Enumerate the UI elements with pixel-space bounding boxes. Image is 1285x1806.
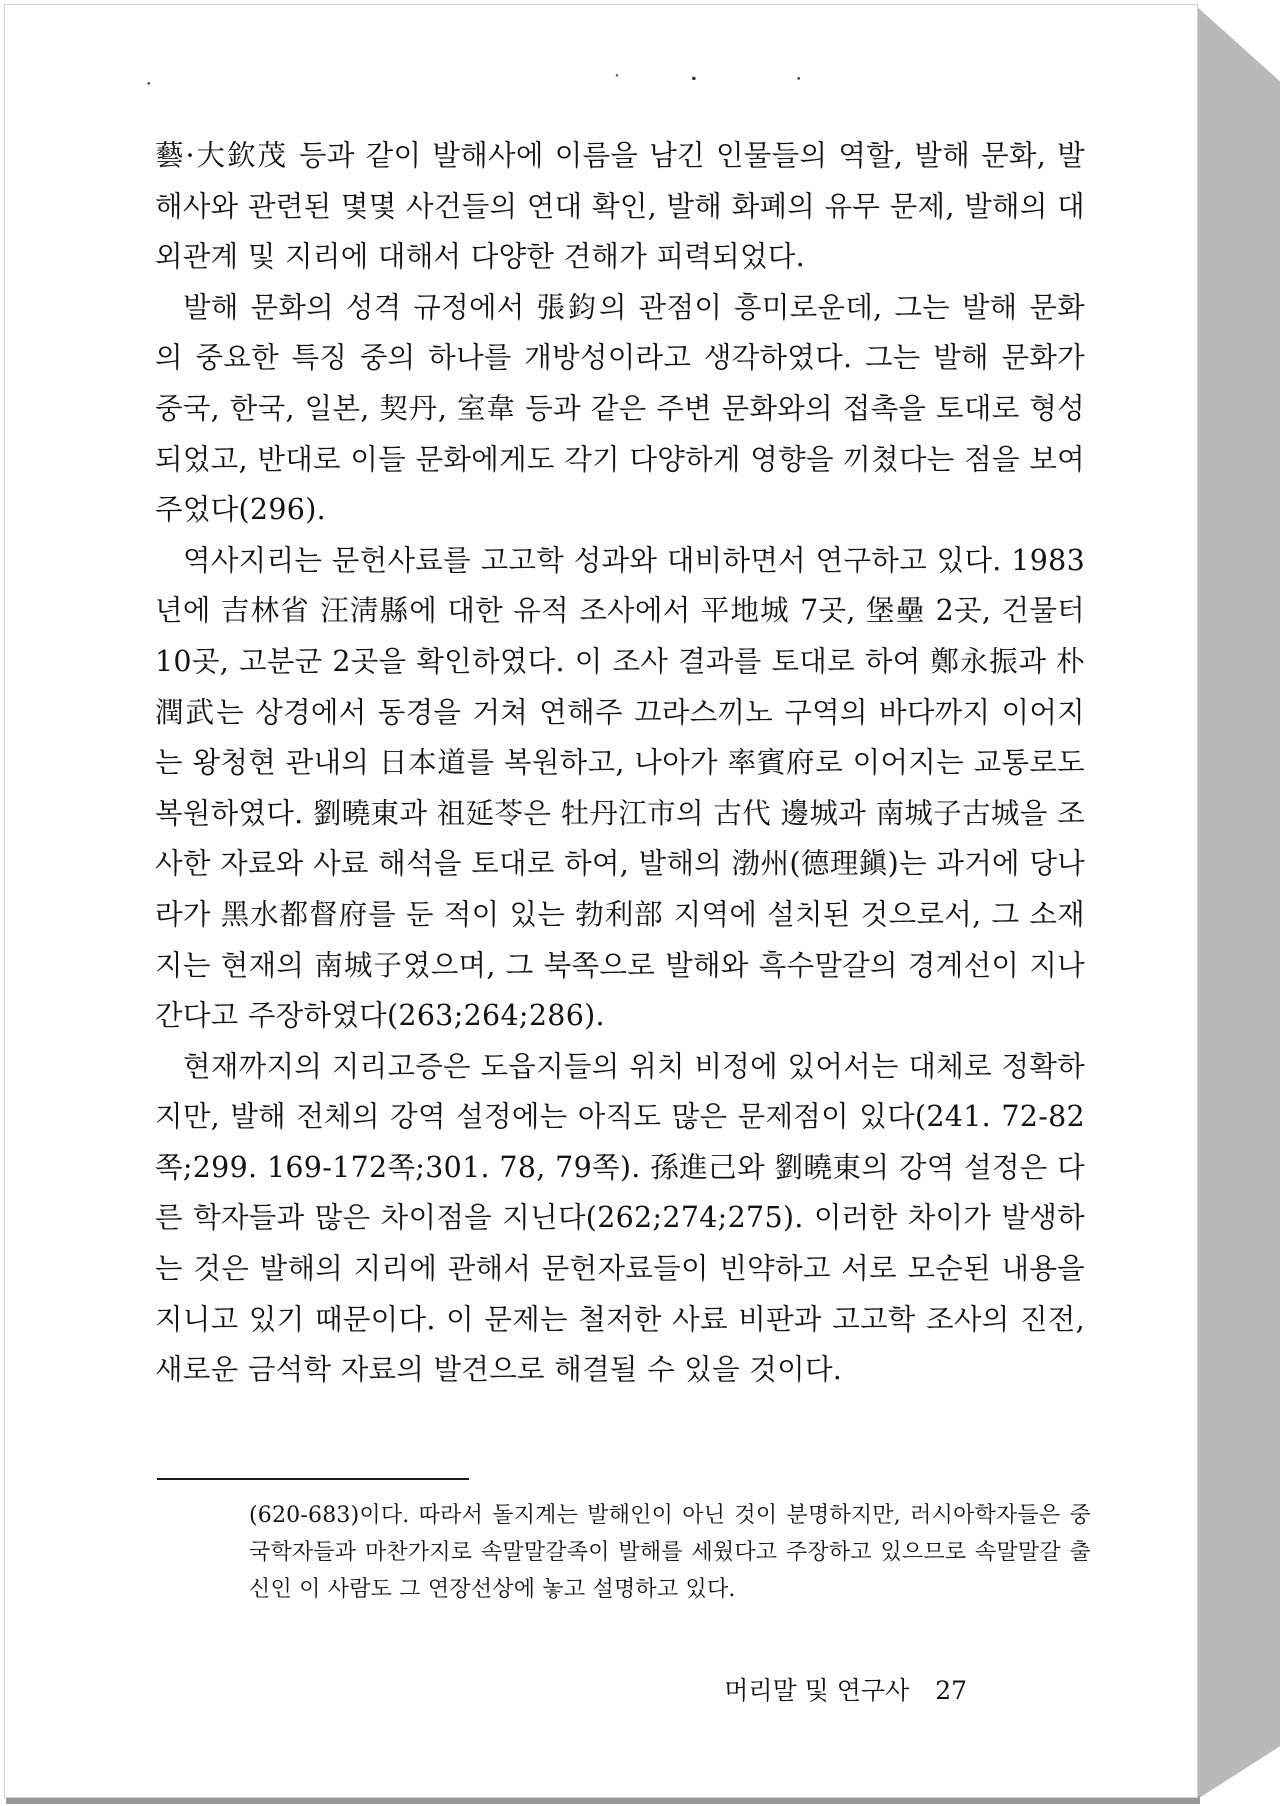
body-text [155,131,1085,1396]
page-edge-right [1196,6,1280,1800]
paragraph-2: 발해 문화의 성격 규정에서 張鈞의 관점이 흥미로운데, 그는 발해 문화의 중요한 특징 중의 하나를 개방성이라고 생각하였다. 그는 발해 문화가 중국, 한국, 일본, 契丹, 室韋 등과 같은 주변 문화와의 접촉을 토대로 형성되었고, 반대로 이들 문화에게도 각기 다양하게 영향을 끼쳤다는 점을 보여 주었다(296). [155,290,1085,527]
footnote: (620-683)이다. 따라서 돌지계는 발해인이 아닌 것이 분명하지만, 러시아학자들은 중국학자들과 마찬가지로 속말말갈족이 발해를 세웠다고 주장하고 있으므로 속말말갈 출신인 이 사람도 그 연장선상에 놓고 설명하고 있다. [249,1503,1091,1602]
paragraph-3: 역사지리는 문헌사료를 고고학 성과와 대비하면서 연구하고 있다. 1983년에 吉林省 汪淸縣에 대한 유적 조사에서 平地城 7곳, 堡壘 2곳, 건물터 10곳, 고분군 2곳을 확인하였다. 이 조사 결과를 토대로 하여 鄭永振과 朴潤武는 상경에서 동경을 거쳐 연해주 끄라스끼노 구역의 바다까지 이어지는 왕청현 관내의 日本道를 복원하고, 나아가 率賓府로 이어지는 교통로도 복원하였다. 劉曉東과 祖延苓은 牡丹江市의 古代 邊城과 南城子古城을 조사한 자료와 사료 해석을 토대로 하여, 발해의 渤州(德理鎭)는 과거에 당나라가 黑水都督府를 둔 적이 있는 勃利部 지역에 설치된 것으로서, 그 소재지는 현재의 南城子였으며, 그 북쪽으로 발해와 흑수말갈의 경계선이 지나간다고 주장하였다(263;264;286). [155,543,1085,1033]
footnote-divider [157,1478,469,1480]
page-number: 27 [935,1676,967,1705]
document-sheet [4,4,1198,1798]
page-footer [724,1671,967,1707]
paragraph-4: 현재까지의 지리고증은 도읍지들의 위치 비정에 있어서는 대체로 정확하지만, 발해 전체의 강역 설정에는 아직도 많은 문제점이 있다(241. 72-82쪽;299. 169-172쪽;301. 78, 79쪽). 孫進己와 劉曉東의 강역 설정은 다른 학자들과 많은 차이점을 지닌다(262;274;275). 이러한 차이가 발생하는 것은 발해의 지리에 관해서 문헌자료들이 빈약하고 서로 모순된 내용을 지니고 있기 때문이다. 이 문제는 철저한 사료 비판과 고고학 조사의 진전, 새로운 금석학 자료의 발견으로 해결될 수 있을 것이다. [155,1049,1085,1387]
running-section-title: 머리말 및 연구사 [724,1676,910,1705]
paragraph-1: 藝·大欽茂 등과 같이 발해사에 이름을 남긴 인물들의 역할, 발해 문화, 발해사와 관련된 몇몇 사건들의 연대 확인, 발해 화폐의 유무 문제, 발해의 대외관계 및 지리에 대해서 다양한 견해가 피력되었다. [155,139,1085,274]
